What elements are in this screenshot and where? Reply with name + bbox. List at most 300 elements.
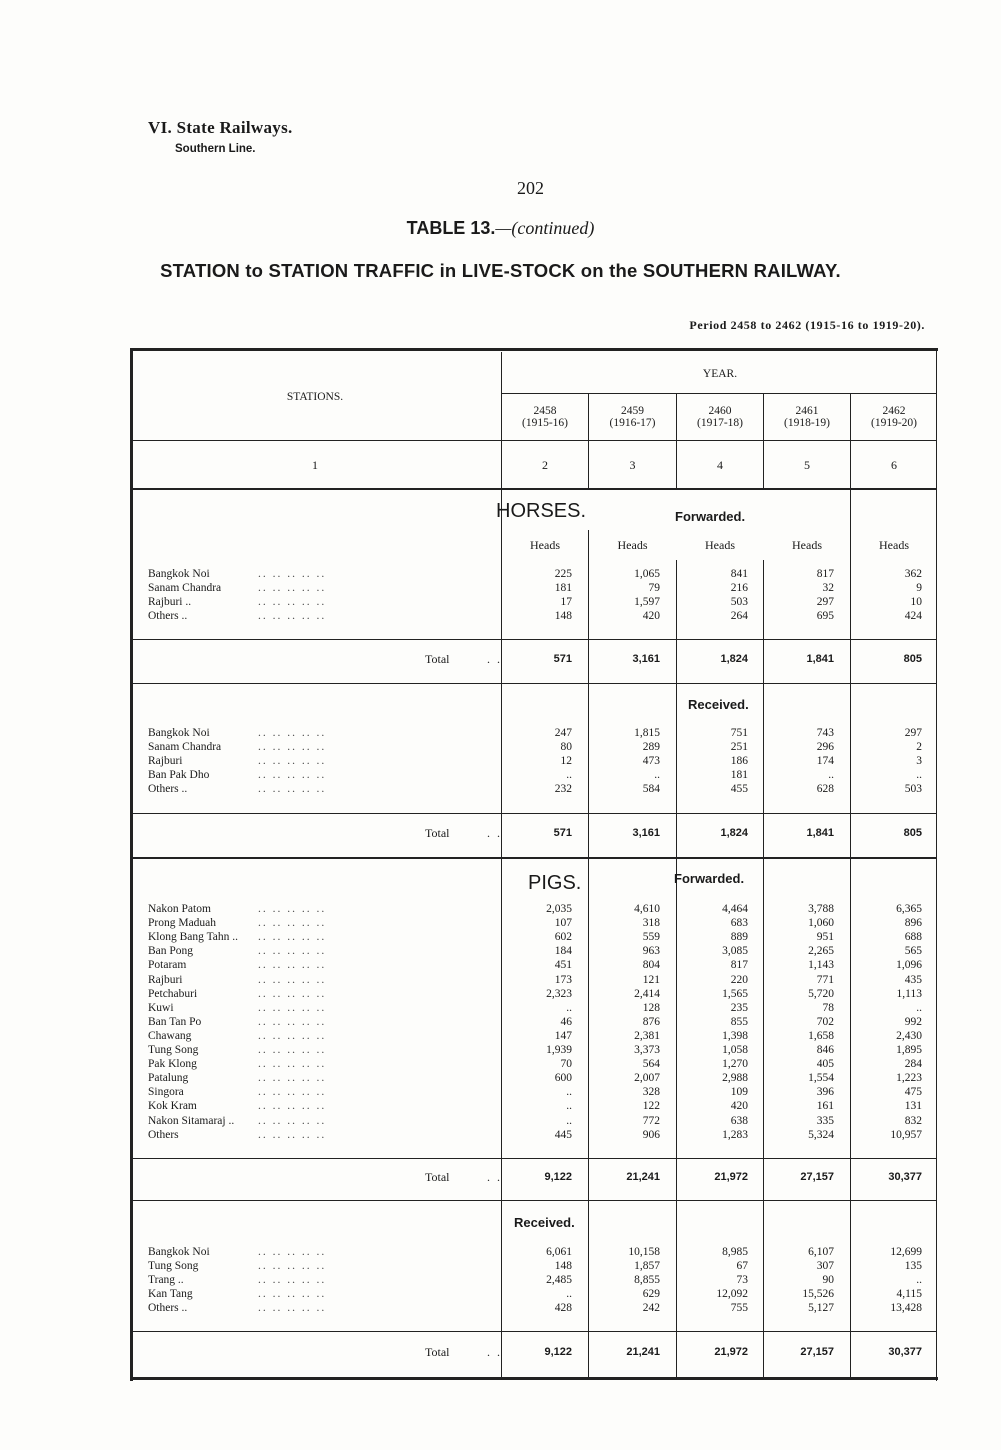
dot-leader: .. .. .. .. .. [258,596,327,608]
cell-value: 2,414 [634,987,660,1000]
col-number-4: 4 [717,458,723,472]
cell-value: 161 [816,1100,834,1113]
cell-value: 876 [642,1015,660,1028]
cell-value: 396 [816,1086,834,1099]
cell-value: 79 [648,582,660,594]
cell-value: 15,526 [802,1288,834,1300]
cell-value: 289 [642,741,660,753]
col-number-1: 1 [312,458,318,472]
table-row [148,782,935,796]
pigs-section-label: PIGS. [528,872,582,894]
cell-value: 186 [730,755,748,767]
table-row [148,768,935,782]
cell-value: 559 [642,931,660,944]
cell-value: 2,485 [546,1274,572,1286]
station-name: Petchaburi [148,987,198,1000]
cell-value: 264 [730,610,748,622]
station-name: Kuwi [148,1001,174,1014]
table-row [148,1245,935,1259]
dot-leader: .. .. .. .. .. [258,1086,327,1099]
total-dots: . . [487,1170,502,1184]
cell-value: 963 [642,945,660,958]
total-label: Total [425,1170,450,1184]
table-row [148,930,935,944]
total-label: Total [425,826,450,840]
cell-value: 1,895 [896,1044,922,1056]
table-row [148,1029,935,1043]
cell-value: 297 [816,596,834,608]
dot-leader: .. .. .. .. .. [258,1288,327,1300]
station-name: Potaram [148,959,187,972]
cell-value: .. [916,1274,922,1286]
cell-value: 405 [816,1058,834,1071]
dot-leader: .. .. .. .. .. [258,1260,327,1272]
table-row [148,609,935,623]
station-name: Kok Kram [148,1100,197,1113]
table-row [148,1099,935,1113]
station-name: Pak Klong [148,1058,197,1071]
cell-value: 2,035 [546,903,572,915]
horses-section-label: HORSES. [496,500,587,522]
cell-value: 5,720 [808,987,834,1000]
cell-value: 629 [642,1288,660,1300]
table-row [148,1128,935,1142]
total-dots: . . [487,826,502,840]
cell-value: 1,065 [634,568,660,580]
cell-value: 772 [642,1114,660,1127]
cell-value: 121 [642,973,660,986]
dot-leader: .. .. .. .. .. [258,1302,327,1314]
station-name: Chawang [148,1029,192,1042]
cell-value: 173 [554,973,572,986]
year-col-3: 2459 (1916-17) [609,405,656,429]
total-row [148,1169,935,1185]
dot-leader: .. .. .. .. .. [258,1058,327,1071]
year-header: YEAR. [702,368,738,380]
page-number: 202 [517,178,544,198]
cell-value: 32 [822,582,834,594]
year-col-2: 2458 (1915-16) [522,405,568,429]
table-row [148,1015,935,1029]
cell-value: 771 [816,973,834,986]
total-value: 1,824 [720,827,748,839]
station-name: Others .. [148,610,188,622]
station-name: Tung Song [148,1260,199,1272]
cell-value: 12 [560,755,572,767]
cell-value: 13,428 [890,1302,922,1314]
table-title [0,218,1001,239]
cell-value: 600 [554,1072,572,1085]
cell-value: 2,265 [808,945,834,958]
cell-value: 80 [560,741,572,753]
cell-value: 683 [730,917,748,930]
dot-leader: .. .. .. .. .. [258,1274,327,1286]
cell-value: 992 [904,1015,922,1028]
dot-leader: .. .. .. .. .. [258,959,327,972]
cell-value: 251 [730,741,748,753]
dot-leader: .. .. .. .. .. [258,741,327,753]
total-value: 27,157 [800,1171,834,1183]
table-number: TABLE 13. [406,218,496,238]
cell-value: 1,597 [634,596,660,608]
total-value: 805 [903,653,922,665]
total-value: 1,841 [806,827,834,839]
cell-value: 3,788 [808,903,834,915]
total-label: Total [425,652,450,666]
section-subtitle: Southern Line. [175,143,256,155]
dot-leader: .. .. .. .. .. [258,917,327,930]
dot-leader: .. .. .. .. .. [258,1044,327,1056]
cell-value: 564 [642,1058,660,1071]
station-name: Rajburi [148,973,183,986]
cell-value: 503 [730,596,748,608]
station-name: Sanam Chandra [148,582,222,594]
heads-label: Heads [792,538,822,552]
cell-value: 296 [816,741,834,753]
total-value: 30,377 [888,1346,922,1358]
total-value: 1,824 [720,653,748,665]
cell-value: 1,398 [722,1029,748,1042]
cell-value: 148 [554,610,572,622]
station-name: Tung Song [148,1044,199,1056]
cell-value: 9 [916,582,922,594]
cell-value: 220 [730,973,748,986]
total-value: 9,122 [544,1346,572,1358]
stations-header: STATIONS. [286,391,344,403]
table-row [148,987,935,1001]
dot-leader: .. .. .. .. .. [258,1072,327,1085]
table-row [148,1301,935,1315]
table-row [148,958,935,972]
horses-received-label: Received. [688,697,749,712]
dot-leader: .. .. .. .. .. [258,973,327,986]
cell-value: 1,058 [722,1044,748,1056]
cell-value: 4,115 [896,1288,922,1300]
station-name: Ban Tan Po [148,1015,202,1028]
table-row [148,1001,935,1015]
cell-value: 896 [904,917,922,930]
cell-value: 328 [642,1086,660,1099]
cell-value: 2,430 [896,1029,922,1042]
cell-value: .. [566,1114,572,1127]
dot-leader: .. .. .. .. .. [258,987,327,1000]
heads-label: Heads [617,538,648,552]
cell-value: 90 [822,1274,834,1286]
cell-value: 951 [816,931,834,944]
cell-value: .. [566,1086,572,1099]
cell-value: 906 [642,1128,660,1141]
cell-value: 817 [816,568,834,580]
cell-value: 3 [916,755,922,767]
cell-value: 428 [554,1302,572,1314]
year-col-5: 2461 (1918-19) [784,405,830,429]
cell-value: 702 [816,1015,834,1028]
cell-value: 1,060 [808,917,834,930]
cell-value: 135 [904,1260,922,1272]
cell-value: 695 [816,610,834,622]
station-name: Sanam Chandra [148,741,222,753]
table-row [148,581,935,595]
dot-leader: .. .. .. .. .. [258,727,327,739]
table-row [148,944,935,958]
cell-value: 247 [554,727,572,739]
year-col-6: 2462 (1919-20) [871,405,917,429]
dot-leader: .. .. .. .. .. [258,945,327,958]
table-row [148,726,935,740]
cell-value: 841 [730,568,748,580]
cell-value: 12,699 [890,1246,922,1258]
table-row [148,740,935,754]
cell-value: 184 [554,945,572,958]
cell-value: 435 [904,973,922,986]
table-row [148,916,935,930]
cell-value: 67 [736,1260,748,1272]
heads-label: Heads [530,538,560,552]
dot-leader: .. .. .. .. .. [258,903,327,915]
cell-value: 242 [642,1302,660,1314]
total-value: 571 [553,653,572,665]
cell-value: 6,061 [546,1246,572,1258]
cell-value: 73 [736,1274,748,1286]
table-row [148,1273,935,1287]
cell-value: 216 [730,582,748,594]
dot-leader: .. .. .. .. .. [258,610,327,622]
station-name: Singora [148,1086,184,1099]
cell-value: 17 [560,596,572,608]
cell-value: 1,658 [808,1029,834,1042]
cell-value: 855 [730,1015,748,1028]
station-name: Patalung [148,1072,189,1085]
table-row [148,1043,935,1057]
cell-value: 473 [642,755,660,767]
cell-value: 638 [730,1114,748,1127]
dot-leader: .. .. .. .. .. [258,1100,327,1113]
cell-value: 804 [642,959,660,972]
total-dots: . . [487,1345,502,1359]
cell-value: .. [566,769,572,781]
total-value: 30,377 [888,1171,922,1183]
cell-value: 2,323 [546,987,572,1000]
section-title: VI. State Railways. [148,118,293,137]
station-name: Nakon Sitamaraj .. [148,1114,235,1127]
total-value: 21,241 [626,1171,660,1183]
cell-value: 475 [904,1086,922,1099]
cell-value: 1,554 [808,1072,834,1085]
table-row [148,567,935,581]
dot-leader: .. .. .. .. .. [258,1029,327,1042]
table-row [148,902,935,916]
cell-value: 455 [730,783,748,795]
total-row [148,1344,935,1360]
total-value: 21,241 [626,1346,660,1358]
cell-value: 832 [904,1114,922,1127]
cell-value: 10 [910,596,922,608]
cell-value: 181 [730,769,748,781]
cell-value: 602 [554,931,572,944]
main-title: STATION to STATION TRAFFIC in LIVE-STOCK on the SOUTHERN RAILWAY. [160,260,841,281]
table-row [148,1085,935,1099]
total-value: 9,122 [544,1171,572,1183]
cell-value: 128 [642,1001,660,1014]
cell-value: 755 [730,1302,748,1314]
cell-value: 503 [904,783,922,795]
cell-value: 107 [554,917,572,930]
heads-label: Heads [879,538,909,552]
cell-value: 445 [554,1128,572,1141]
total-value: 27,157 [800,1346,834,1358]
cell-value: 3,085 [722,945,748,958]
total-value: 805 [903,827,922,839]
cell-value: .. [566,1288,572,1300]
cell-value: 4,610 [634,903,660,915]
total-value: 21,972 [714,1171,748,1183]
pigs-received-label: Received. [514,1215,575,1230]
station-name: Bangkok Noi [148,568,210,580]
cell-value: 1,270 [722,1058,748,1071]
cell-value: 2,007 [634,1072,660,1085]
cell-value: 148 [554,1260,572,1272]
cell-value: 6,365 [896,903,922,915]
cell-value: 628 [816,783,834,795]
cell-value: 1,143 [808,959,834,972]
table-continued: —(continued) [495,218,595,238]
cell-value: .. [916,769,922,781]
cell-value: 181 [554,582,572,594]
station-name: Ban Pak Dho [148,769,210,781]
cell-value: 1,939 [546,1044,572,1056]
cell-value: 584 [642,783,660,795]
dot-leader: .. .. .. .. .. [258,568,327,580]
station-name: Ban Pong [148,945,194,958]
cell-value: 122 [642,1100,660,1113]
total-row [148,651,935,667]
cell-value: 565 [904,945,922,958]
total-row [148,825,935,841]
cell-value: 1,113 [896,987,922,1000]
col-number-2: 2 [542,458,548,472]
cell-value: 284 [904,1058,922,1071]
cell-value: 1,283 [722,1128,748,1141]
col-number-6: 6 [891,458,897,472]
cell-value: 889 [730,931,748,944]
station-name: Others .. [148,783,188,795]
dot-leader: .. .. .. .. .. [258,755,327,767]
dot-leader: .. .. .. .. .. [258,1001,327,1014]
cell-value: 10,158 [628,1246,660,1258]
horses-forwarded-label: Forwarded. [675,509,746,524]
dot-leader: .. .. .. .. .. [258,931,327,944]
cell-value: 2,381 [634,1029,660,1042]
total-value: 3,161 [632,827,660,839]
cell-value: 307 [816,1260,834,1272]
cell-value: 46 [560,1015,572,1028]
cell-value: 1,565 [722,987,748,1000]
station-name: Bangkok Noi [148,1246,210,1258]
cell-value: 109 [730,1086,748,1099]
cell-value: 8,985 [722,1246,748,1258]
cell-value: 1,815 [634,727,660,739]
cell-value: 4,464 [722,903,748,915]
dot-leader: .. .. .. .. .. [258,582,327,594]
station-name: Bangkok Noi [148,727,210,739]
table-row [148,595,935,609]
cell-value: 12,092 [716,1288,748,1300]
cell-value: 1,096 [896,959,922,972]
cell-value: 232 [554,783,572,795]
cell-value: 362 [904,568,922,580]
table-row [148,973,935,987]
cell-value: 1,223 [896,1072,922,1085]
table-row [148,1114,935,1128]
cell-value: 743 [816,727,834,739]
cell-value: .. [916,1001,922,1014]
total-value: 1,841 [806,653,834,665]
total-label: Total [425,1345,450,1359]
cell-value: 174 [816,755,834,767]
cell-value: 688 [904,931,922,944]
cell-value: 420 [730,1100,748,1113]
col-number-3: 3 [629,458,636,472]
dot-leader: .. .. .. .. .. [258,1114,327,1127]
cell-value: 225 [554,568,572,580]
station-name: Rajburi [148,755,183,767]
col-number-5: 5 [804,458,810,472]
period-label: Period 2458 to 2462 (1915-16 to 1919-20). [689,318,925,332]
cell-value: 318 [642,917,660,930]
cell-value: 131 [904,1100,922,1113]
cell-value: 78 [822,1001,834,1014]
cell-value: 3,373 [634,1044,660,1056]
cell-value: 2,988 [722,1072,748,1085]
pigs-forwarded-label: Forwarded. [674,871,745,886]
station-name: Nakon Patom [148,903,211,915]
cell-value: .. [566,1001,572,1014]
cell-value: 1,857 [634,1260,660,1272]
total-value: 21,972 [714,1346,748,1358]
cell-value: 8,855 [634,1274,660,1286]
cell-value: 420 [642,610,660,622]
cell-value: 297 [904,727,922,739]
station-name: Klong Bang Tahn .. [148,931,239,944]
cell-value: .. [654,769,660,781]
cell-value: .. [566,1100,572,1113]
cell-value: .. [828,769,834,781]
cell-value: 451 [554,959,572,972]
station-name: Others [148,1128,179,1141]
dot-leader: .. .. .. .. .. [258,783,327,795]
cell-value: 5,127 [808,1302,834,1314]
table-row [148,754,935,768]
table-row [148,1259,935,1273]
cell-value: 335 [816,1114,834,1127]
total-value: 571 [553,827,572,839]
total-value: 3,161 [632,653,660,665]
cell-value: 846 [816,1044,834,1056]
dot-leader: .. .. .. .. .. [258,1015,327,1028]
heads-label: Heads [705,538,735,552]
cell-value: 2 [916,741,922,753]
station-name: Rajburi .. [148,596,192,608]
cell-value: 6,107 [808,1246,834,1258]
dot-leader: .. .. .. .. .. [258,769,327,781]
table-row [148,1057,935,1071]
dot-leader: .. .. .. .. .. [258,1128,327,1141]
dot-leader: .. .. .. .. .. [258,1246,327,1258]
table-row [148,1071,935,1085]
cell-value: 751 [730,727,748,739]
station-name: Prong Maduah [148,917,217,930]
cell-value: 10,957 [890,1128,922,1141]
